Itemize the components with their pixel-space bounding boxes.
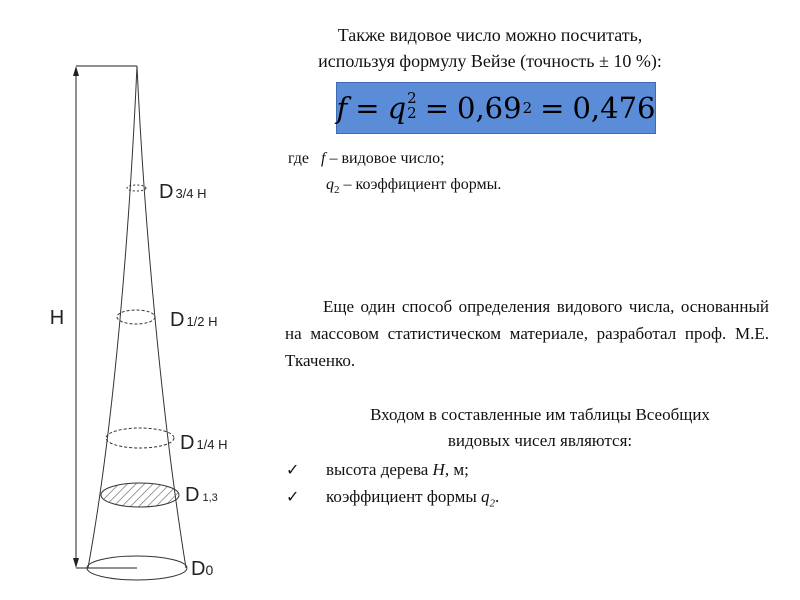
tree-stem-diagram — [0, 0, 270, 600]
label-d34: D 3/4 H — [159, 181, 207, 203]
formula-q: q — [387, 91, 407, 125]
tkachenko-paragraph: Еще один способ определения видового числа, основанный на массовом статистическом материале, разработал проф. М.Е. Ткаченко. — [285, 297, 769, 370]
formula-q-sub: 2 — [407, 104, 417, 122]
formula-result: 0,476 — [572, 91, 656, 125]
section-d13-hatched — [101, 483, 179, 507]
checkmark-icon: ✓ — [286, 460, 300, 479]
formula-value-sup: 2 — [522, 99, 533, 117]
intro-line-1: Также видовое число можно посчитать, — [337, 25, 643, 45]
entry-line-2: видовых чисел являются: — [447, 431, 633, 451]
section-d14 — [106, 428, 174, 448]
formula-value: 0,69 — [457, 91, 522, 125]
label-d14: D 1/4 H — [180, 432, 228, 454]
formula-equals-1: = — [355, 91, 380, 125]
formula-q-indices — [407, 91, 417, 121]
definition-q — [288, 172, 501, 199]
weise-formula — [336, 82, 656, 134]
height-label: H — [49, 307, 65, 329]
bullet-item-height — [286, 456, 499, 483]
label-d0: D0 — [191, 558, 214, 580]
entry-text — [305, 402, 775, 455]
definition-q-text: – коэффициент формы. — [343, 176, 502, 194]
bullet-text: коэффициент формы $q_2$. — [326, 487, 500, 510]
definition-q-symbol: q — [326, 176, 334, 194]
formula-equals-3: = — [540, 91, 565, 125]
where-word: где — [288, 150, 310, 167]
definitions — [288, 146, 501, 200]
checkmark-icon: ✓ — [286, 487, 300, 507]
formula-q-sup: 2 — [407, 89, 417, 107]
bullet-list — [286, 456, 499, 513]
entry-line-1: Входом в составленные им таблицы Всеобщих — [370, 405, 710, 424]
formula-equals-2: = — [424, 91, 450, 125]
intro-text — [255, 22, 725, 74]
section-d12 — [117, 310, 155, 324]
intro-line-2: используя формулу Вейзе (точность ± 10 %): — [318, 51, 662, 72]
definition-f — [288, 146, 501, 172]
bullet-text: высота дерева H, м; — [326, 460, 469, 479]
definition-f-text: – видовое число; — [329, 150, 445, 167]
bullet-item-form-factor — [286, 483, 499, 513]
label-d12: D 1/2 H — [170, 309, 218, 331]
definition-q-sub: 2 — [334, 184, 340, 197]
definition-f-symbol: f — [321, 150, 326, 167]
formula-f: f — [336, 91, 348, 125]
label-d13: D 1,3 — [185, 484, 218, 506]
